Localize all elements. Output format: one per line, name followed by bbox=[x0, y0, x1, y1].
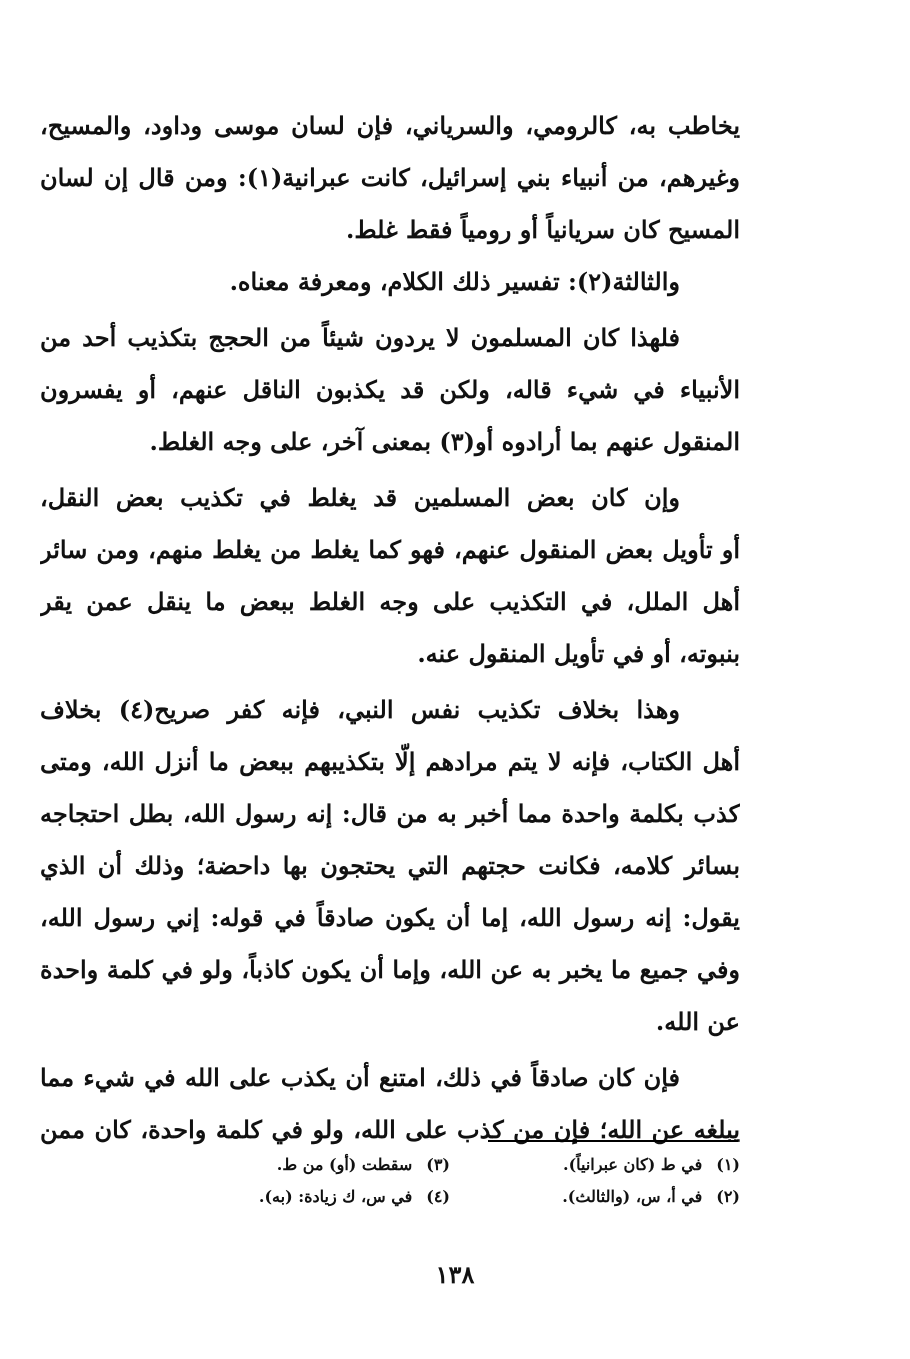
body-text bbox=[40, 100, 740, 1156]
footnote-number: (٤) bbox=[426, 1187, 450, 1206]
text-line: المسيح كان سريانياً أو رومياً فقط غلط. bbox=[346, 215, 740, 244]
text-line: فإن كان صادقاً في ذلك، امتنع أن يكذب على الله في شيء مما bbox=[40, 1063, 680, 1092]
text-line: يبلغه عن الله؛ فإن من كذب على الله، ولو في كلمة واحدة، كان ممن bbox=[40, 1115, 740, 1144]
footnote-divider bbox=[488, 1140, 738, 1142]
footnote-text: في س، ك زيادة: (به). bbox=[258, 1187, 413, 1206]
footnote-text: سقطت (أو) من ط. bbox=[276, 1155, 413, 1174]
text-line: يقول: إنه رسول الله، إما أن يكون صادقاً في قوله: إني رسول الله، bbox=[40, 903, 740, 932]
footnote bbox=[450, 1184, 740, 1210]
footnotes bbox=[160, 1152, 740, 1210]
footnote bbox=[160, 1152, 450, 1178]
text-line: بنبوته، أو في تأويل المنقول عنه. bbox=[417, 639, 740, 668]
text-line: أهل الكتاب، فإنه لا يتم مرادهم إلّا بتكذيبهم ببعض ما أنزل الله، ومتى bbox=[40, 747, 740, 776]
text-line: المنقول عنهم بما أرادوه أو(٣) بمعنى آخر، على وجه الغلط. bbox=[149, 427, 740, 456]
text-line: وفي جميع ما يخبر به عن الله، وإما أن يكون كاذباً، ولو في كلمة واحدة bbox=[40, 955, 740, 984]
text-line: والثالثة(٢): تفسير ذلك الكلام، ومعرفة معناه. bbox=[229, 267, 680, 296]
text-line: وهذا بخلاف تكذيب نفس النبي، فإنه كفر صريح(٤) بخلاف bbox=[40, 695, 680, 724]
text-line: وغيرهم، من أنبياء بني إسرائيل، كانت عبرانية(١): ومن قال إن لسان bbox=[40, 163, 740, 192]
text-line: كذب بكلمة واحدة مما أخبر به من قال: إنه رسول الله، بطل احتجاجه bbox=[40, 799, 740, 828]
text-line: الأنبياء في شيء قاله، ولكن قد يكذبون الناقل عنهم، أو يفسرون bbox=[40, 375, 740, 404]
text-line: فلهذا كان المسلمون لا يردون شيئاً من الحجج بتكذيب أحد من bbox=[40, 323, 680, 352]
footnote-number: (١) bbox=[716, 1155, 740, 1174]
footnote-text: في أ، س، (والثالث). bbox=[562, 1187, 703, 1206]
footnote-number: (٢) bbox=[716, 1187, 740, 1206]
footnote-text: في ط (كان عبرانياً). bbox=[563, 1155, 703, 1174]
text-line: وإن كان بعض المسلمين قد يغلط في تكذيب بعض النقل، bbox=[40, 483, 680, 512]
footnote bbox=[450, 1152, 740, 1178]
text-line: بسائر كلامه، فكانت حجتهم التي يحتجون بها داحضة؛ وذلك أن الذي bbox=[40, 851, 740, 880]
page-number: ١٣٨ bbox=[435, 1260, 475, 1289]
text-line: عن الله. bbox=[655, 1007, 740, 1036]
text-line: أهل الملل، في التكذيب على وجه الغلط ببعض ما ينقل عمن يقر bbox=[40, 587, 740, 616]
footnote bbox=[160, 1184, 450, 1210]
footnote-number: (٣) bbox=[426, 1155, 450, 1174]
text-line: يخاطب به، كالرومي، والسرياني، فإن لسان موسى وداود، والمسيح، bbox=[40, 111, 740, 140]
text-line: أو تأويل بعض المنقول عنهم، فهو كما يغلط من يغلط منهم، ومن سائر bbox=[40, 535, 740, 564]
